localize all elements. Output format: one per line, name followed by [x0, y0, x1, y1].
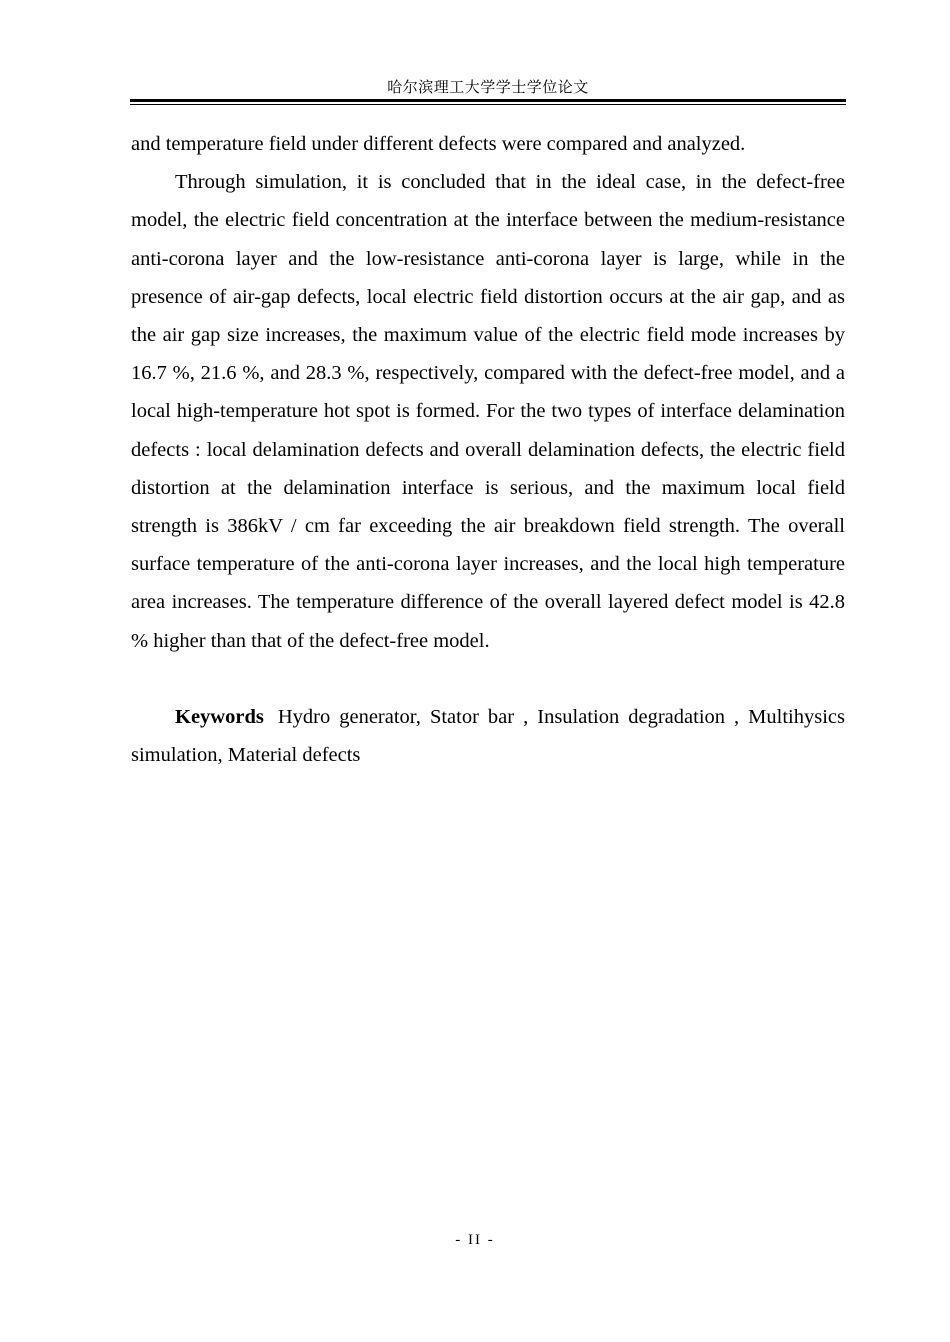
keywords-line — [131, 698, 845, 774]
paragraph-continuation: and temperature field under different defects were compared and analyzed. — [131, 133, 746, 155]
header-rule-thick — [130, 99, 846, 102]
page-number: - II - — [455, 1232, 495, 1248]
abstract-body — [131, 125, 845, 774]
running-header: 哈尔滨理工大学学士学位论文 — [387, 80, 589, 96]
paragraph-simulation-results: Through simulation, it is concluded that in the ideal case, in the defect-free model, the electric field concentration at the interface between the medium-resistance anti-corona layer and the low-resistance anti-corona layer is large, while in the presence of air-gap defects, local electric field distortion occurs at the air gap, and as the air gap size increases, the maximum value of the electric field mode increases by 16.7 %, 21.6 %, and 28.3 %, respectively, compared with the defect-free model, and a local high-temperature hot spot is formed. For the two types of interface delamination defects : local delamination defects and overall delamination defects, the electric field distortion at the delamination interface is serious, and the maximum local field strength is 386kV / cm far exceeding the air breakdown field strength. The overall surface temperature of the anti-corona layer increases, and the local high temperature area increases. The temperature difference of the overall layered defect model is 42.8 % higher than that of the defect-free model. — [131, 171, 845, 652]
keywords-label: Keywords — [175, 705, 264, 728]
header-rule-thin — [130, 104, 846, 105]
keywords-text: Hydro generator, Stator bar , Insulation degradation , Multihysics simulation, Material defects — [131, 705, 845, 767]
